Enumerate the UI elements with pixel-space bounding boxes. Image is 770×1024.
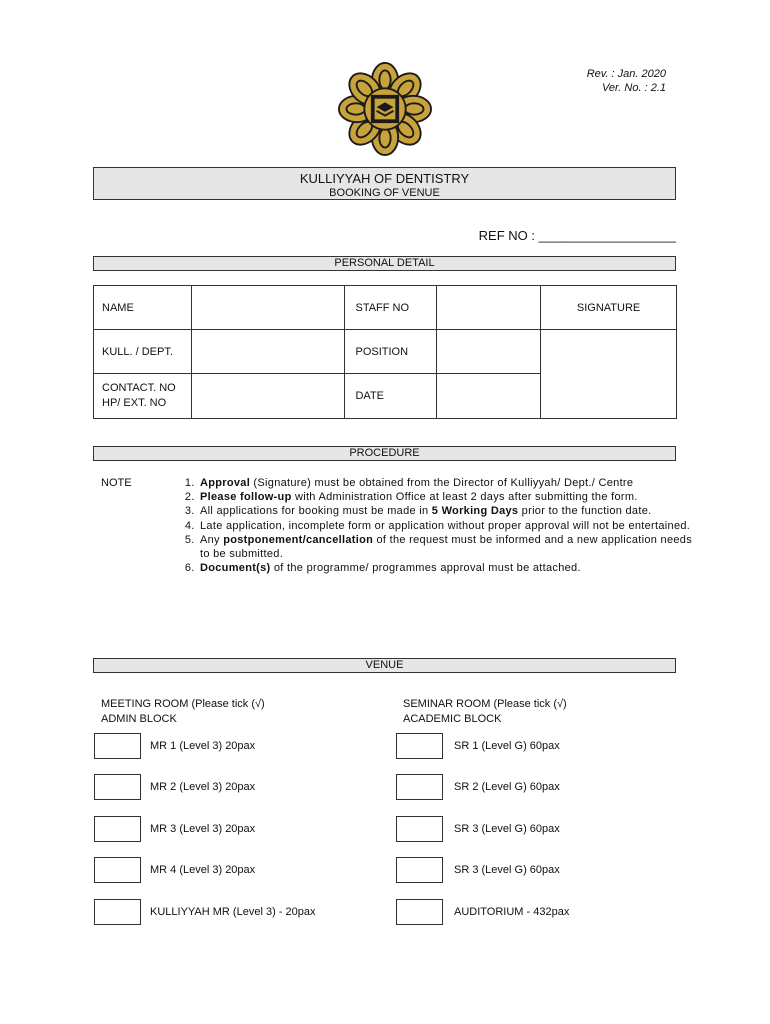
mr1-checkbox[interactable] bbox=[94, 733, 141, 759]
mr1-label: MR 1 (Level 3) 20pax bbox=[150, 740, 256, 752]
seminar-room-heading-line-1: SEMINAR ROOM (Please tick (√) bbox=[403, 698, 567, 710]
procedure-item: 2. Please follow-up with Administration Office at least 2 days after submitting the form. bbox=[198, 490, 698, 504]
mr4-checkbox[interactable] bbox=[94, 857, 141, 883]
page-subtitle: BOOKING OF VENUE bbox=[329, 187, 440, 199]
section-title: PERSONAL DETAIL bbox=[334, 257, 435, 269]
mr2-label: MR 2 (Level 3) 20pax bbox=[150, 781, 256, 793]
meeting-room-heading-line-1: MEETING ROOM (Please tick (√) bbox=[101, 698, 265, 710]
seminar-room-heading bbox=[403, 697, 567, 727]
meeting-room-heading bbox=[101, 697, 265, 727]
contact-label bbox=[94, 374, 192, 419]
sr3-checkbox[interactable] bbox=[396, 816, 443, 842]
mr3-label: MR 3 (Level 3) 20pax bbox=[150, 823, 256, 835]
note-label: NOTE bbox=[101, 477, 132, 489]
procedure-list bbox=[172, 476, 698, 575]
kull-dept-label: KULL. / DEPT. bbox=[94, 330, 192, 374]
procedure-item: 6. Document(s) of the programme/ programmes approval must be attached. bbox=[198, 561, 698, 575]
sr1-checkbox[interactable] bbox=[396, 733, 443, 759]
name-input[interactable] bbox=[191, 286, 345, 330]
mr3-checkbox[interactable] bbox=[94, 816, 141, 842]
contact-label-line-2: HP/ EXT. NO bbox=[102, 397, 167, 409]
mr2-checkbox[interactable] bbox=[94, 774, 141, 800]
section-procedure bbox=[93, 446, 676, 461]
signature-input[interactable] bbox=[541, 330, 677, 419]
version-text: Ver. No. : 2.1 bbox=[602, 82, 666, 94]
contact-label-line-1: CONTACT. NO bbox=[102, 382, 176, 394]
mr4-label: MR 4 (Level 3) 20pax bbox=[150, 864, 256, 876]
form-title-bar bbox=[93, 167, 676, 200]
sr2-label: SR 2 (Level G) 60pax bbox=[454, 781, 560, 793]
seminar-room-heading-line-2: ACADEMIC BLOCK bbox=[403, 713, 502, 725]
date-input[interactable] bbox=[437, 374, 541, 419]
page-title: KULLIYYAH OF DENTISTRY bbox=[299, 171, 470, 186]
section-title: VENUE bbox=[365, 659, 404, 671]
kulliyyah-mr-checkbox[interactable] bbox=[94, 899, 141, 925]
staff-no-label: STAFF NO bbox=[345, 286, 437, 330]
sr3b-checkbox[interactable] bbox=[396, 857, 443, 883]
revision-text: Rev. : Jan. 2020 bbox=[586, 68, 666, 80]
staff-no-input[interactable] bbox=[437, 286, 541, 330]
meeting-room-heading-line-2: ADMIN BLOCK bbox=[101, 713, 177, 725]
section-venue bbox=[93, 658, 676, 673]
position-label: POSITION bbox=[345, 330, 437, 374]
sr2-checkbox[interactable] bbox=[396, 774, 443, 800]
signature-label: SIGNATURE bbox=[541, 286, 677, 330]
position-input[interactable] bbox=[437, 330, 541, 374]
personal-detail-table bbox=[93, 285, 677, 419]
procedure-item: 3. All applications for booking must be made in 5 Working Days prior to the function date. bbox=[198, 504, 698, 518]
procedure-item: 4. Late application, incomplete form or application without proper approval will not be entertained. bbox=[198, 519, 698, 533]
auditorium-label: AUDITORIUM - 432pax bbox=[454, 906, 570, 918]
section-personal-detail bbox=[93, 256, 676, 271]
procedure-item: 5. Any postponement/cancellation of the request must be informed and a new application needs to be submitted. bbox=[198, 533, 698, 561]
iium-logo-icon bbox=[338, 62, 432, 156]
sr3b-label: SR 3 (Level G) 60pax bbox=[454, 864, 560, 876]
name-label: NAME bbox=[94, 286, 192, 330]
contact-input[interactable] bbox=[191, 374, 345, 419]
kull-dept-input[interactable] bbox=[191, 330, 345, 374]
section-title: PROCEDURE bbox=[349, 447, 420, 459]
sr1-label: SR 1 (Level G) 60pax bbox=[454, 740, 560, 752]
procedure-item: 1. Approval (Signature) must be obtained from the Director of Kulliyyah/ Dept./ Centre bbox=[198, 476, 698, 490]
date-label: DATE bbox=[345, 374, 437, 419]
kulliyyah-mr-label: KULLIYYAH MR (Level 3) - 20pax bbox=[150, 906, 316, 918]
auditorium-checkbox[interactable] bbox=[396, 899, 443, 925]
ref-no-field[interactable]: REF NO : ___________________ bbox=[478, 228, 676, 243]
sr3-label: SR 3 (Level G) 60pax bbox=[454, 823, 560, 835]
